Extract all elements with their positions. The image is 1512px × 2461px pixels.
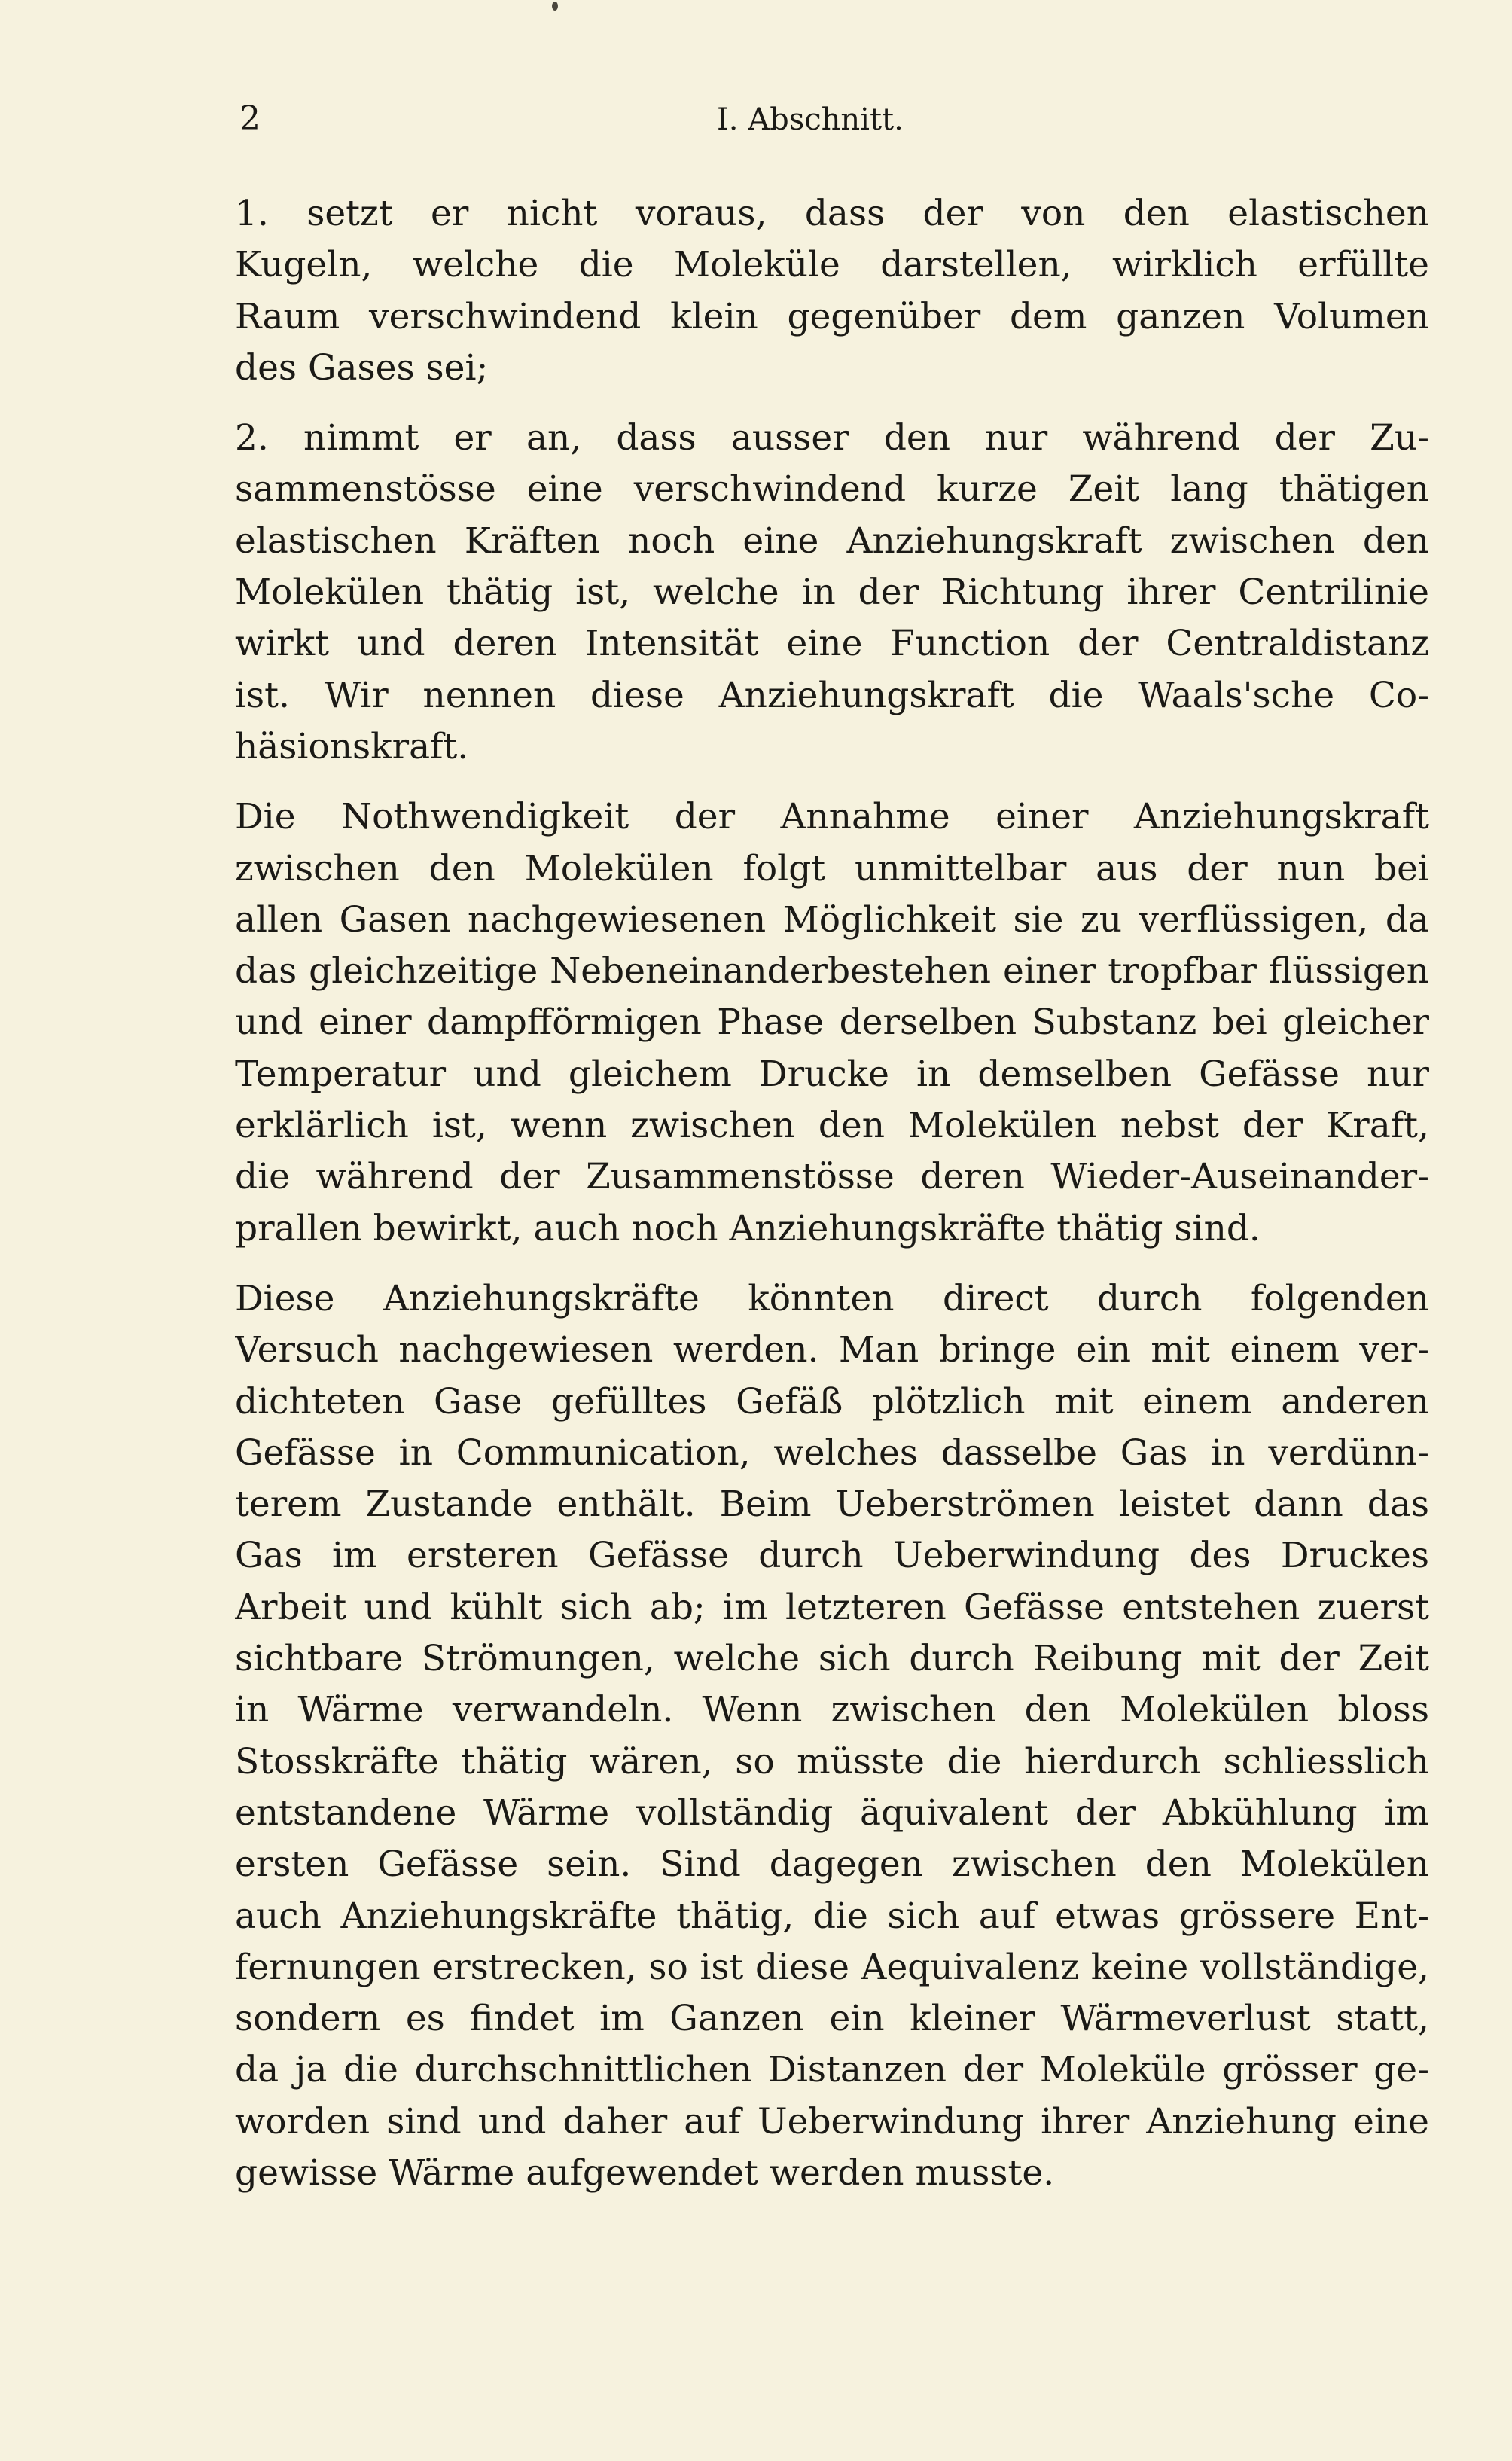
text-line: allen Gasen nachgewiesenen Möglichkeit sie zu verflüssigen, da <box>235 898 1429 941</box>
text-line: des Gases sei; <box>235 346 489 389</box>
text-line: gewisse Wärme aufgewendet werden musste. <box>235 2151 1055 2194</box>
text-line: 1. setzt er nicht voraus, dass der von den elastischen <box>235 193 1429 234</box>
text-line: und einer dampfförmigen Phase derselben Substanz bei gleicher <box>235 1002 1429 1044</box>
text-line: Raum verschwindend klein gegenüber dem ganzen Volumen <box>235 295 1429 337</box>
ink-speck <box>552 2 558 11</box>
paragraph-item-1 <box>235 188 1429 394</box>
text-line: Kugeln, welche die Moleküle darstellen, wirklich erfüllte <box>235 244 1429 286</box>
text-line: Gas im ersteren Gefässe durch Ueberwindung des Druckes <box>235 1535 1429 1577</box>
text-line: Gefässe in Communication, welches dasselbe Gas in verdünn- <box>235 1432 1429 1474</box>
text-line: ersten Gefässe sein. Sind dagegen zwischen den Molekülen <box>235 1843 1429 1886</box>
running-head: I. Abschnitt. <box>717 102 904 137</box>
text-line: ist. Wir nennen diese Anziehungskraft die Waals'sche Co- <box>235 674 1429 716</box>
text-line: terem Zustande enthält. Beim Ueberströmen leistet dann das <box>235 1484 1429 1526</box>
paragraph-cohesion-necessity <box>235 791 1429 1255</box>
text-line: sammenstösse eine verschwindend kurze Zeit lang thätigen <box>235 468 1429 511</box>
text-line: die während der Zusammenstösse deren Wieder-Auseinander- <box>235 1156 1429 1198</box>
text-line: in Wärme verwandeln. Wenn zwischen den Molekülen bloss <box>235 1689 1429 1731</box>
text-line: erklärlich ist, wenn zwischen den Molekülen nebst der Kraft, <box>235 1105 1429 1147</box>
text-line: Versuch nachgewiesen werden. Man bringe ein mit einem ver- <box>235 1329 1429 1371</box>
text-line: elastischen Kräften noch eine Anziehungskraft zwischen den <box>235 520 1429 562</box>
body-text <box>235 188 1429 2199</box>
text-line: häsionskraft. <box>235 725 469 767</box>
text-line: Diese Anziehungskräfte könnten direct durch folgenden <box>235 1277 1429 1319</box>
text-line: Molekülen thätig ist, welche in der Richtung ihrer Centrilinie <box>235 572 1429 614</box>
paragraph-item-2 <box>235 413 1429 773</box>
text-line: worden sind und daher auf Ueberwindung ihrer Anziehung eine <box>235 2100 1429 2142</box>
text-line: dichteten Gase gefülltes Gefäß plötzlich mit einem anderen <box>235 1380 1429 1423</box>
page-number: 2 <box>239 99 261 138</box>
text-line: zwischen den Molekülen folgt unmittelbar aus der nun bei <box>235 847 1429 889</box>
text-line: entstandene Wärme vollständig äquivalent der Abkühlung im <box>235 1792 1429 1834</box>
text-line: Temperatur und gleichem Drucke in demselben Gefässe nur <box>235 1053 1429 1095</box>
text-line: da ja die durchschnittlichen Distanzen der Moleküle grösser ge- <box>235 2049 1429 2091</box>
text-line: sondern es findet im Ganzen ein kleiner Wärmeverlust statt, <box>235 1998 1429 2040</box>
text-line: Die Nothwendigkeit der Annahme einer Anziehungskraft <box>235 796 1429 838</box>
text-line: Arbeit und kühlt sich ab; im letzteren Gefässe entstehen zuerst <box>235 1586 1429 1628</box>
text-line: 2. nimmt er an, dass ausser den nur während der Zu- <box>235 417 1429 459</box>
text-line: sichtbare Strömungen, welche sich durch Reibung mit der Zeit <box>235 1638 1429 1680</box>
paragraph-experiment <box>235 1273 1429 2199</box>
text-line: wirkt und deren Intensität eine Function der Centraldistanz <box>235 623 1429 665</box>
text-line: Stosskräfte thätig wären, so müsste die hierdurch schliesslich <box>235 1740 1429 1782</box>
text-line: fernungen erstrecken, so ist diese Aequivalenz keine vollständige, <box>235 1946 1429 1988</box>
text-line: das gleichzeitige Nebeneinanderbestehen einer tropfbar flüssigen <box>235 950 1429 993</box>
text-line: auch Anziehungskräfte thätig, die sich auf etwas grössere Ent- <box>235 1895 1429 1937</box>
text-line: prallen bewirkt, auch noch Anziehungskräfte thätig sind. <box>235 1207 1261 1249</box>
